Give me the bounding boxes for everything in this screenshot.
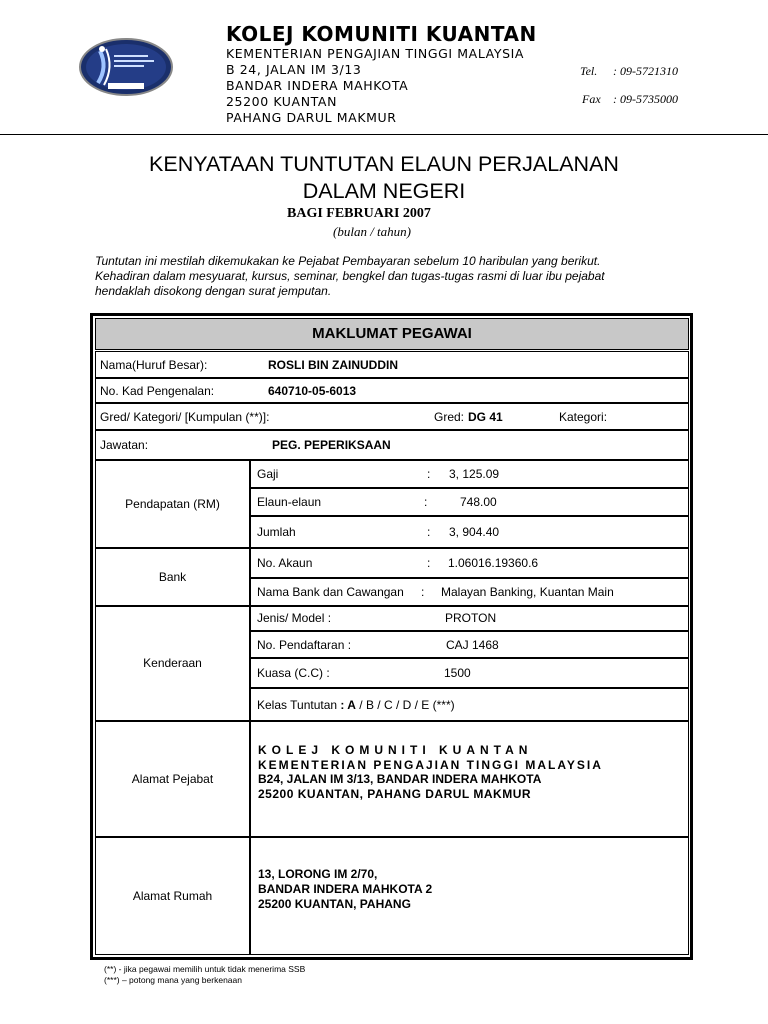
- kategori-label: Kategori:: [559, 410, 608, 424]
- ic-label: No. Kad Pengenalan:: [100, 384, 215, 398]
- org-address-line: PAHANG DARUL MAKMUR: [226, 110, 397, 125]
- college-logo: [78, 37, 174, 97]
- claim-period-hint: (bulan / tahun): [333, 224, 411, 239]
- document-title: KENYATAAN TUNTUTAN ELAUN PERJALANAN: [149, 152, 619, 176]
- jawatan-row: [95, 430, 689, 460]
- gaji-value: 3, 125.09: [449, 467, 500, 481]
- gred-value: DG 41: [468, 410, 503, 424]
- claim-period: BAGI FEBRUARI 2007: [287, 206, 431, 221]
- alamat-pejabat-line: 25200 KUANTAN, PAHANG DARUL MAKMUR: [258, 787, 532, 801]
- footnote: (**) - jika pegawai memilih untuk tidak menerima SSB: [104, 964, 306, 974]
- document-title-line2: DALAM NEGERI: [302, 179, 466, 203]
- kelas-selected: A: [347, 698, 356, 712]
- ic-row: [95, 378, 689, 403]
- pendapatan-label: Pendapatan (RM): [125, 497, 220, 511]
- kuasa-value: 1500: [444, 666, 471, 680]
- bank-label-cell: [95, 548, 250, 606]
- akaun-sep: :: [427, 556, 431, 570]
- elaun-row: [250, 488, 689, 516]
- gred-label: Gred/ Kategori/ [Kumpulan (**)]:: [100, 410, 270, 424]
- daftar-row: [250, 631, 689, 658]
- gred-sub-label: Gred:: [434, 410, 465, 424]
- section-header: [95, 318, 689, 350]
- kenderaan-label-cell: [95, 606, 250, 721]
- jawatan-label: Jawatan:: [100, 438, 149, 452]
- daftar-value: CAJ 1468: [446, 638, 499, 652]
- akaun-value: 1.06016.19360.6: [448, 556, 539, 570]
- instruction-note: Tuntutan ini mestilah dikemukakan ke Pejabat Pembayaran sebelum 10 haribulan yang berikut.: [95, 254, 601, 268]
- gaji-label: Gaji: [257, 467, 279, 481]
- jumlah-row: [250, 516, 689, 548]
- header-divider: [0, 134, 768, 135]
- alamat-rumah-line: BANDAR INDERA MAHKOTA 2: [258, 882, 433, 896]
- kuasa-label: Kuasa (C.C) :: [257, 666, 330, 680]
- bank-name-label: Nama Bank dan Cawangan: [257, 585, 404, 599]
- alamat-rumah-cell: [250, 837, 689, 955]
- elaun-label: Elaun-elaun: [257, 495, 322, 509]
- alamat-rumah-label-cell: [95, 837, 250, 955]
- gaji-sep: :: [427, 467, 431, 481]
- tel-label: Tel.: [580, 64, 598, 78]
- jumlah-value: 3, 904.40: [449, 525, 500, 539]
- model-value: PROTON: [445, 611, 497, 625]
- kelas-row: [250, 688, 689, 721]
- jawatan-value: PEG. PEPERIKSAAN: [272, 438, 391, 452]
- kenderaan-label: Kenderaan: [143, 656, 202, 670]
- bank-name-sep: :: [421, 585, 425, 599]
- kelas-options: / B / C / D / E (***): [355, 698, 455, 712]
- org-ministry: KEMENTERIAN PENGAJIAN TINGGI MALAYSIA: [226, 46, 525, 61]
- akaun-row: [250, 548, 689, 578]
- elaun-value: 748.00: [460, 495, 497, 509]
- bank-label: Bank: [158, 570, 187, 584]
- nama-label: Nama(Huruf Besar):: [100, 358, 208, 372]
- alamat-pejabat-label-cell: [95, 721, 250, 837]
- ic-value: 640710-05-6013: [268, 384, 357, 398]
- tel-value: : 09-5721310: [613, 64, 678, 78]
- kelas-colon: :: [337, 698, 348, 712]
- gred-row: [95, 403, 689, 430]
- alamat-pejabat-line: KEMENTERIAN PENGAJIAN TINGGI MALAYSIA: [258, 758, 603, 772]
- pendapatan-label-cell: [95, 460, 250, 548]
- model-label: Jenis/ Model :: [257, 611, 332, 625]
- nama-value: ROSLI BIN ZAINUDDIN: [268, 358, 398, 372]
- org-name: KOLEJ KOMUNITI KUANTAN: [226, 22, 537, 46]
- org-address-line: B 24, JALAN IM 3/13: [226, 62, 362, 77]
- bank-name-value: Malayan Banking, Kuantan Main: [441, 585, 614, 599]
- instruction-note: hendaklah disokong dengan surat jemputan.: [95, 284, 332, 298]
- kelas-line: [257, 698, 455, 712]
- alamat-pejabat-line: B24, JALAN IM 3/13, BANDAR INDERA MAHKOTA: [258, 772, 542, 786]
- instruction-note: Kehadiran dalam mesyuarat, kursus, seminar, bengkel dan tugas-tugas rasmi di luar ibu pejabat: [95, 269, 605, 283]
- org-address-line: BANDAR INDERA MAHKOTA: [226, 78, 409, 93]
- footnote: (***) – potong mana yang berkenaan: [104, 975, 242, 985]
- elaun-sep: :: [424, 495, 428, 509]
- section-title: MAKLUMAT PEGAWAI: [312, 325, 472, 342]
- kelas-label: Kelas Tuntutan: [257, 698, 338, 712]
- alamat-pejabat-line: KOLEJ KOMUNITI KUANTAN: [258, 743, 533, 757]
- gaji-row: [250, 460, 689, 488]
- alamat-rumah-label: Alamat Rumah: [132, 889, 213, 903]
- fax-value: : 09-5735000: [613, 92, 678, 106]
- jumlah-sep: :: [427, 525, 431, 539]
- akaun-label: No. Akaun: [257, 556, 313, 570]
- daftar-label: No. Pendaftaran :: [257, 638, 352, 652]
- alamat-pejabat-label: Alamat Pejabat: [131, 772, 214, 786]
- jumlah-label: Jumlah: [257, 525, 296, 539]
- model-row: [250, 606, 689, 631]
- alamat-rumah-line: 13, LORONG IM 2/70,: [258, 867, 378, 881]
- nama-row: [95, 351, 689, 378]
- org-address-line: 25200 KUANTAN: [226, 94, 338, 109]
- fax-label: Fax: [582, 92, 601, 106]
- bank-name-row: [250, 578, 689, 606]
- alamat-rumah-line: 25200 KUANTAN, PAHANG: [258, 897, 411, 911]
- kuasa-row: [250, 658, 689, 688]
- alamat-pejabat-cell: [250, 721, 689, 837]
